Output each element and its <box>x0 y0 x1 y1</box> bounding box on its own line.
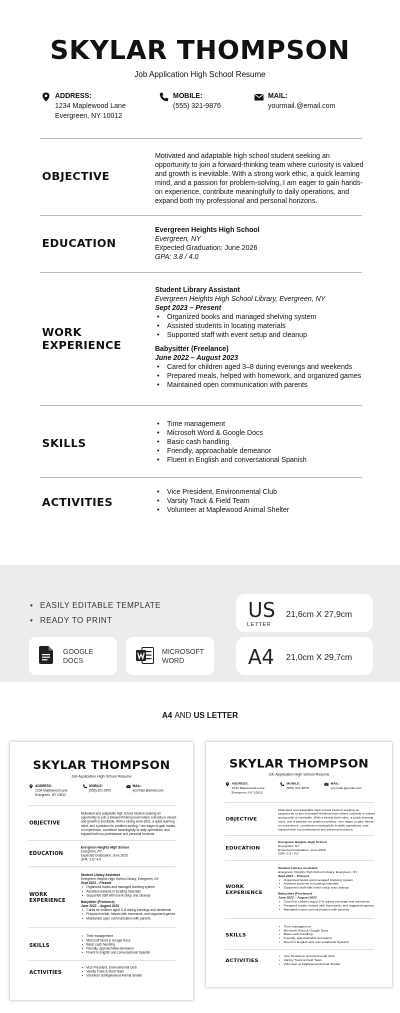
work-title-line-2: EXPERIENCE <box>42 339 122 352</box>
job-dates: June 2022 – August 2023 <box>278 896 317 900</box>
job-org: Evergreen Heights High School Library, Evergreen, NY <box>155 296 326 303</box>
divider <box>40 138 362 139</box>
google-docs-label <box>63 648 93 666</box>
job-bullets <box>81 908 177 920</box>
job-dates: Sept 2023 – Present <box>278 874 309 878</box>
mail-value: yourmail.@email.com <box>330 786 362 790</box>
job-org: Evergreen Heights High School Library, Evergreen, NY <box>80 877 159 881</box>
location-pin-icon <box>29 784 34 789</box>
objective-title: OBJECTIVE <box>29 819 61 826</box>
work-title-line-1: WORK <box>225 883 244 890</box>
contact-mail <box>331 782 362 791</box>
list-item: • Maintained open communication with parents <box>81 917 177 921</box>
list-item: • Prepared meals, helped with homework, and organized games <box>155 372 365 381</box>
list-item: • Varsity Track & Field Team <box>81 970 177 974</box>
mobile-value: (555) 321-9876 <box>89 789 112 793</box>
list-item: • Microsoft Word & Google Docs <box>155 429 365 438</box>
feature-text: READY TO PRINT <box>40 616 113 625</box>
contact-address <box>35 784 67 798</box>
list-item: • Basic cash handling <box>155 438 365 447</box>
work-title-line-2: EXPERIENCE <box>29 897 66 904</box>
list-item: • Cared for children aged 3–8 during evenings and weekends <box>278 900 376 904</box>
address-label: ADDRESS: <box>55 93 92 100</box>
google-docs-line-2: DOCS <box>63 658 84 665</box>
list-item: • Friendly, approachable demeanor <box>155 447 365 456</box>
job-dates: June 2022 – August 2023 <box>80 904 119 908</box>
job-role: Babysitter (Freelance) <box>155 346 229 353</box>
word-line-2: WORD <box>162 658 185 665</box>
address-line-1: 1234 Maplewood Lane <box>35 789 68 793</box>
feature-editable: • EASILY EDITABLE TEMPLATE <box>30 601 161 610</box>
work-details <box>81 873 177 921</box>
mail-icon <box>254 92 264 102</box>
contact-address <box>232 782 265 795</box>
address-label: ADDRESS: <box>231 782 249 786</box>
list-item: • Organized books and managed shelving system <box>81 885 177 889</box>
contact-mail <box>133 784 164 793</box>
job-role: Babysitter (Freelance) <box>80 900 115 904</box>
list-item: • Basic cash handling <box>278 933 376 937</box>
google-docs-line-1: GOOGLE <box>63 649 94 656</box>
list-item: • Assisted students in locating materials <box>155 322 365 331</box>
job-bullets <box>155 313 365 340</box>
objective-text: Motivated and adaptable high school student seeking an opportunity to join a forward-thinking team where curiosity is valued and growth is inevitable. With a strong work ethic, a quick learning mind, and a passion for problem-solving, I am eager to gain hands-on experience, contribute meaningfully to daily operations, and expand both my professional and personal horizons. <box>155 153 364 205</box>
education-details <box>155 226 365 262</box>
address-label: ADDRESS: <box>35 784 52 788</box>
mail-icon <box>324 782 329 786</box>
list-item: • Cared for children aged 3–8 during evenings and weekends <box>155 363 365 372</box>
activities-details <box>81 966 177 978</box>
education-details <box>278 840 376 856</box>
microsoft-word-label <box>162 648 204 666</box>
list-item: • Microsoft Word & Google Docs <box>81 939 177 943</box>
activities-details <box>278 954 376 966</box>
mobile-label: MOBILE: <box>173 93 203 100</box>
list-item: • Organized books and managed shelving system <box>155 313 365 322</box>
mail-label: MAIL: <box>268 93 288 100</box>
google-docs-icon <box>39 646 53 664</box>
education-school: Evergreen Heights High School <box>278 840 327 844</box>
activities-list <box>81 966 177 978</box>
promo-band <box>0 565 400 682</box>
list-item: • Cared for children aged 3–8 during evenings and weekends <box>81 908 177 912</box>
list-item: • Time management <box>278 925 376 929</box>
work-details <box>278 866 376 911</box>
activities-title: ACTIVITIES <box>225 957 259 964</box>
list-item: • Friendly, approachable demeanor <box>81 947 177 951</box>
education-title: EDUCATION <box>42 237 117 250</box>
contact-address <box>55 92 126 122</box>
mail-label: MAIL: <box>330 782 340 786</box>
objective-text: Motivated and adaptable high school student seeking an opportunity to join a forward-thinking team where curiosity is valued and growth is inevitable. With a strong work ethic, a quick learning mind, and a passion for problem-solving, I am eager to gain hands-on experience, contribute meaningfully to daily operations, and expand both my professional and personal horizons. <box>278 808 376 832</box>
google-docs-badge <box>29 637 117 675</box>
resume-name: SKYLAR THOMPSON <box>49 36 351 66</box>
job-role: Student Library Assistant <box>278 866 318 870</box>
list-item: • Friendly, approachable demeanor <box>278 937 376 941</box>
objective-text: Motivated and adaptable high school student seeking an opportunity to join a forward-thinking team where curiosity is valued and growth is inevitable. With a strong work ethic, a quick learning mind, and a passion for problem-solving, I am eager to gain hands-on experience, contribute meaningfully to daily operations, and expand both my professional and personal horizons. <box>80 812 177 836</box>
mobile-label: MOBILE: <box>286 782 301 786</box>
a4-badge <box>236 637 373 675</box>
us-letter-small: LETTER <box>247 622 272 628</box>
microsoft-word-icon <box>136 647 154 664</box>
job-org: Evergreen Heights High School Library, Evergreen, NY <box>278 870 358 874</box>
skills-title: SKILLS <box>29 942 50 949</box>
job-dates: Sept 2023 – Present <box>80 881 112 885</box>
address-line-1: 1234 Maplewood Lane <box>231 786 265 790</box>
us-letter-badge <box>236 594 373 632</box>
phone-icon <box>83 784 88 789</box>
job-role: Babysitter (Freelance) <box>278 892 313 896</box>
list-item: • Microsoft Word & Google Docs <box>278 929 376 933</box>
list-item: • Fluent in English and conversational Spanish <box>155 456 365 465</box>
job-dates: June 2022 – August 2023 <box>155 355 239 362</box>
education-details <box>81 846 177 862</box>
objective-title: OBJECTIVE <box>42 170 110 183</box>
education-location: Evergreen, NY <box>278 844 300 848</box>
list-item: • Supported staff with event setup and cleanup <box>155 331 365 340</box>
a4-big: A4 <box>248 645 275 669</box>
contact-mobile <box>286 782 308 791</box>
education-school: Evergreen Heights High School <box>155 227 260 234</box>
list-item: • Supported staff with event setup and cleanup <box>81 894 177 898</box>
list-item: • Organized books and managed shelving system <box>278 878 376 882</box>
mobile-value: (555) 321-9876 <box>286 786 309 790</box>
list-item: • Prepared meals, helped with homework, and organized games <box>278 904 376 908</box>
mobile-label: MOBILE: <box>89 784 103 788</box>
list-item: • Supported staff with event setup and cleanup <box>278 886 376 890</box>
phone-icon <box>280 782 285 786</box>
education-title: EDUCATION <box>29 850 64 857</box>
job-bullets <box>278 900 376 912</box>
skills-title: SKILLS <box>225 932 247 938</box>
us-letter-preview <box>206 742 392 987</box>
list-item: • Vice President, Environmental Club <box>278 954 376 958</box>
list-item: • Volunteer at Maplewood Animal Shelter <box>155 506 365 515</box>
divider <box>40 477 362 478</box>
work-title-line-1: WORK <box>42 326 82 339</box>
education-location: Evergreen, NY <box>155 236 201 243</box>
caption-and: AND <box>174 711 192 720</box>
education-location: Evergreen, NY <box>80 850 102 854</box>
activities-list <box>155 488 365 515</box>
contact-mobile <box>173 92 221 112</box>
phone-icon <box>159 92 169 102</box>
mail-icon <box>126 784 131 789</box>
microsoft-word-badge <box>126 637 214 675</box>
activities-title: ACTIVITIES <box>42 496 113 509</box>
mobile-value: (555) 321-9876 <box>173 103 221 110</box>
word-line-1: MICROSOFT <box>162 649 204 656</box>
activities-details <box>155 488 365 515</box>
resume-thumbnail <box>10 742 193 1000</box>
education-graduation: Expected Graduation: June 2026 <box>155 245 258 252</box>
objective-title: OBJECTIVE <box>225 815 258 822</box>
preview-caption <box>0 711 400 720</box>
education-title: EDUCATION <box>225 845 261 851</box>
education-gpa: GPA: 3.8 / 4.0 <box>155 254 199 261</box>
resume-subtitle: Job Application High School Resume <box>134 70 266 79</box>
list-item: • Prepared meals, helped with homework, and organized games <box>81 912 177 916</box>
list-item: • Assisted students in locating materials <box>278 882 376 886</box>
address-line-2: Evergreen, NY 10012 <box>35 793 66 797</box>
a4-size: 21,0cm X 29,7cm <box>286 652 353 662</box>
list-item: • Assisted students in locating materials <box>81 890 177 894</box>
list-item: • Fluent in English and conversational Spanish <box>278 940 376 944</box>
skills-details <box>278 925 376 945</box>
resume-name: SKYLAR THOMPSON <box>229 757 369 771</box>
a4-preview <box>10 742 193 1000</box>
resume-name: SKYLAR THOMPSON <box>32 758 171 773</box>
resume-thumbnail <box>206 742 392 987</box>
us-letter-big: US <box>248 598 276 622</box>
resume-subtitle: Job Application High School Resume <box>268 772 330 777</box>
divider <box>40 215 362 216</box>
list-item: • Time management <box>81 934 177 938</box>
caption-a4: A4 <box>161 711 173 720</box>
education-gpa: GPA: 3.8 / 4.0 <box>80 858 101 862</box>
list-item: • Fluent in English and conversational Spanish <box>81 951 177 955</box>
list-item: • Basic cash handling <box>81 943 177 947</box>
job-bullets <box>81 885 177 897</box>
work-details <box>155 286 365 390</box>
list-item: • Time management <box>155 420 365 429</box>
location-pin-icon <box>41 92 51 102</box>
job-role: Student Library Assistant <box>80 873 120 877</box>
job-dates: Sept 2023 – Present <box>155 305 222 312</box>
list-item: • Varsity Track & Field Team <box>155 497 365 506</box>
activities-list <box>278 954 376 966</box>
resume-subtitle: Job Application High School Resume <box>71 774 132 779</box>
work-experience-title <box>29 891 65 903</box>
list-item: • Volunteer at Maplewood Animal Shelter <box>81 974 177 978</box>
activities-title: ACTIVITIES <box>29 969 62 976</box>
divider <box>40 405 362 406</box>
contact-mail <box>268 92 335 112</box>
work-title-line-1: WORK <box>29 891 48 898</box>
mail-value: yourmail.@email.com <box>268 103 336 110</box>
education-graduation: Expected Graduation: June 2026 <box>80 854 128 858</box>
mail-label: MAIL: <box>132 784 142 788</box>
location-pin-icon <box>225 782 230 786</box>
education-gpa: GPA: 3.8 / 4.0 <box>278 852 299 856</box>
skills-details <box>81 934 177 955</box>
job-bullets <box>155 363 365 390</box>
job-role: Student Library Assistant <box>155 287 240 294</box>
skills-list <box>155 420 365 465</box>
work-experience-title <box>226 884 263 895</box>
divider <box>40 272 362 273</box>
skills-title: SKILLS <box>42 437 87 450</box>
list-item: • Maintained open communication with parents <box>155 381 365 390</box>
mail-value: yourmail.@email.com <box>132 789 164 793</box>
skills-list <box>278 925 376 945</box>
list-item: • Maintained open communication with parents <box>278 908 376 912</box>
list-item: • Vice President, Environmental Club <box>155 488 365 497</box>
feature-print: • READY TO PRINT <box>30 616 113 625</box>
feature-text: EASILY EDITABLE TEMPLATE <box>40 601 161 610</box>
us-letter-size: 21,6cm X 27,9cm <box>286 609 353 619</box>
list-item: • Volunteer at Maplewood Animal Shelter <box>278 962 376 966</box>
skills-list <box>81 934 177 955</box>
contact-mobile <box>89 784 111 793</box>
address-line-2: Evergreen, NY 10012 <box>231 791 263 795</box>
education-school: Evergreen Heights High School <box>80 846 129 850</box>
address-line-2: Evergreen, NY 10012 <box>55 113 123 120</box>
list-item: • Vice President, Environmental Club <box>81 966 177 970</box>
work-experience-title <box>42 326 121 352</box>
list-item: • Varsity Track & Field Team <box>278 958 376 962</box>
work-title-line-2: EXPERIENCE <box>225 889 263 896</box>
caption-us-letter: US LETTER <box>193 711 239 720</box>
education-graduation: Expected Graduation: June 2026 <box>278 848 326 852</box>
address-line-1: 1234 Maplewood Lane <box>55 103 126 110</box>
skills-details <box>155 420 365 465</box>
job-bullets <box>278 878 376 890</box>
